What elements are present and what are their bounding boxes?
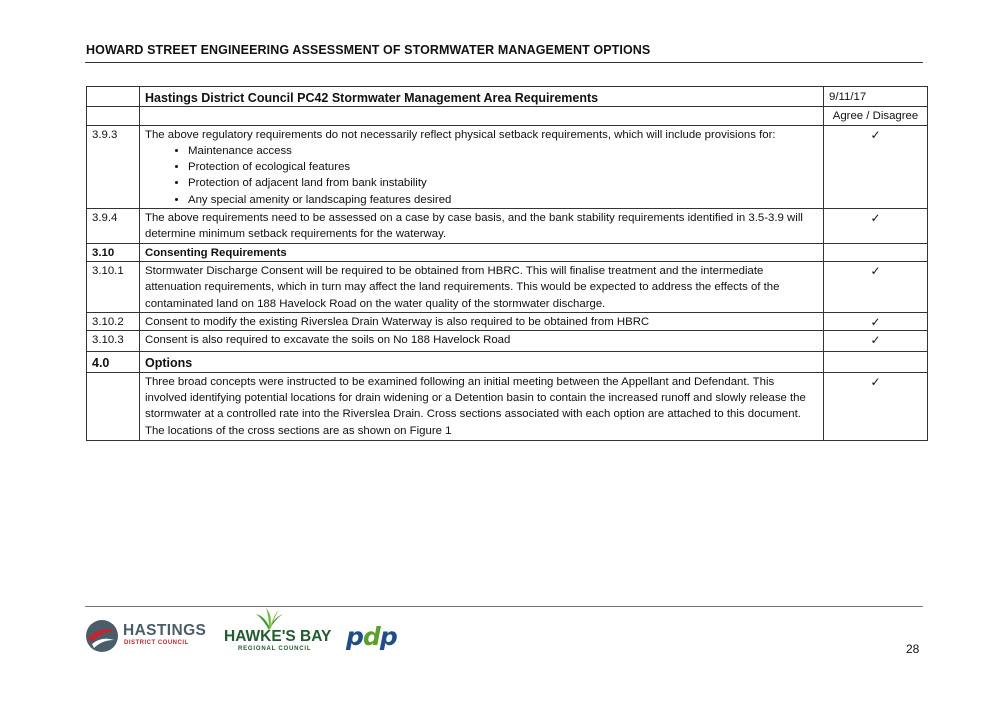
check-mark-icon: ✓ [824, 331, 928, 352]
table-row [87, 209, 928, 244]
table-subheader-row [87, 107, 928, 125]
agree-disagree-header: Agree / Disagree [824, 107, 928, 125]
pdp-logo: pdp [346, 622, 397, 651]
table-section-row [87, 243, 928, 261]
row-number: 4.0 [87, 352, 140, 372]
footer-logos [84, 608, 414, 658]
check-mark-icon: ✓ [824, 261, 928, 312]
row-number: 3.10.1 [87, 261, 140, 312]
leaf-emblem-icon [252, 608, 286, 630]
hawkes-bay-logo-name: HAWKE'S BAY [224, 628, 332, 645]
check-mark-icon: ✓ [824, 312, 928, 330]
hawkes-bay-regional-council-logo [224, 608, 332, 658]
page-number: 28 [906, 642, 920, 656]
row-number: 3.10.2 [87, 312, 140, 330]
header-divider [85, 62, 923, 63]
table-date: 9/11/17 [824, 87, 928, 107]
row-number: 3.10 [87, 243, 140, 261]
hastings-emblem-icon [84, 618, 122, 654]
document-header-title: HOWARD STREET ENGINEERING ASSESSMENT OF STORMWATER MANAGEMENT OPTIONS [86, 43, 651, 57]
check-mark-icon: ✓ [824, 209, 928, 244]
list-item: • Maintenance access [188, 143, 818, 159]
table-corner-cell [87, 87, 140, 107]
section-heading: Consenting Requirements [140, 243, 824, 261]
bullet-list [145, 143, 818, 208]
table-title: Hastings District Council PC42 Stormwater Management Area Requirements [140, 87, 824, 107]
row-text: Stormwater Discharge Consent will be required to be obtained from HBRC. This will finalise treatment and the intermediate attenuation requirements, which in turn may affect the land requirements. This would be expected to address the effects of the contaminated land on 188 Havelock Road on the water quality of the stormwater discharge. [140, 261, 824, 312]
row-number: 3.9.4 [87, 209, 140, 244]
table-row [87, 312, 928, 330]
row-text: Consent is also required to excavate the soils on No 188 Havelock Road [140, 331, 824, 352]
row-text: Consent to modify the existing Riverslea Drain Waterway is also required to be obtained from HBRC [140, 312, 824, 330]
hastings-district-council-logo [84, 618, 208, 652]
row-number: 3.10.3 [87, 331, 140, 352]
list-item: • Any special amenity or landscaping features desired [188, 192, 818, 208]
table-row [87, 261, 928, 312]
requirements-table [86, 86, 928, 441]
row-number [87, 372, 140, 440]
hastings-logo-subtitle: DISTRICT COUNCIL [124, 640, 189, 646]
row-text: Three broad concepts were instructed to be examined following an initial meeting between the Appellant and Defendant. This involved identifying potential locations for drain widening or a Detention basin to contain the increased runoff and slowly release the stormwater at a controlled rate into the Riverslea Drain. Cross sections associated with each option are attached to this document. The locations of the cross sections are as shown on Figure 1 [140, 372, 824, 440]
section-heading: Options [140, 352, 824, 372]
check-mark-icon: ✓ [824, 125, 928, 208]
hastings-logo-name: HASTINGS [123, 622, 207, 639]
table-row [87, 125, 928, 208]
table-row [87, 331, 928, 352]
row-text: The above regulatory requirements do not necessarily reflect physical setback requirements, which will include provisions for: • Maintenance access • Protection of ecological features • Protection of adjacent land from bank instability • Any special amenity or landscaping features desired [140, 125, 824, 208]
row-text: The above requirements need to be assessed on a case by case basis, and the bank stability requirements identified in 3.5-3.9 will determine minimum setback requirements for the waterway. [140, 209, 824, 244]
list-item: • Protection of ecological features [188, 159, 818, 175]
check-mark-icon: ✓ [824, 372, 928, 440]
table-row [87, 372, 928, 440]
table-section-row [87, 352, 928, 372]
table-title-row [87, 87, 928, 107]
footer-divider [85, 606, 923, 607]
row-number: 3.9.3 [87, 125, 140, 208]
hawkes-bay-logo-subtitle: REGIONAL COUNCIL [238, 646, 312, 652]
list-item: • Protection of adjacent land from bank instability [188, 175, 818, 191]
